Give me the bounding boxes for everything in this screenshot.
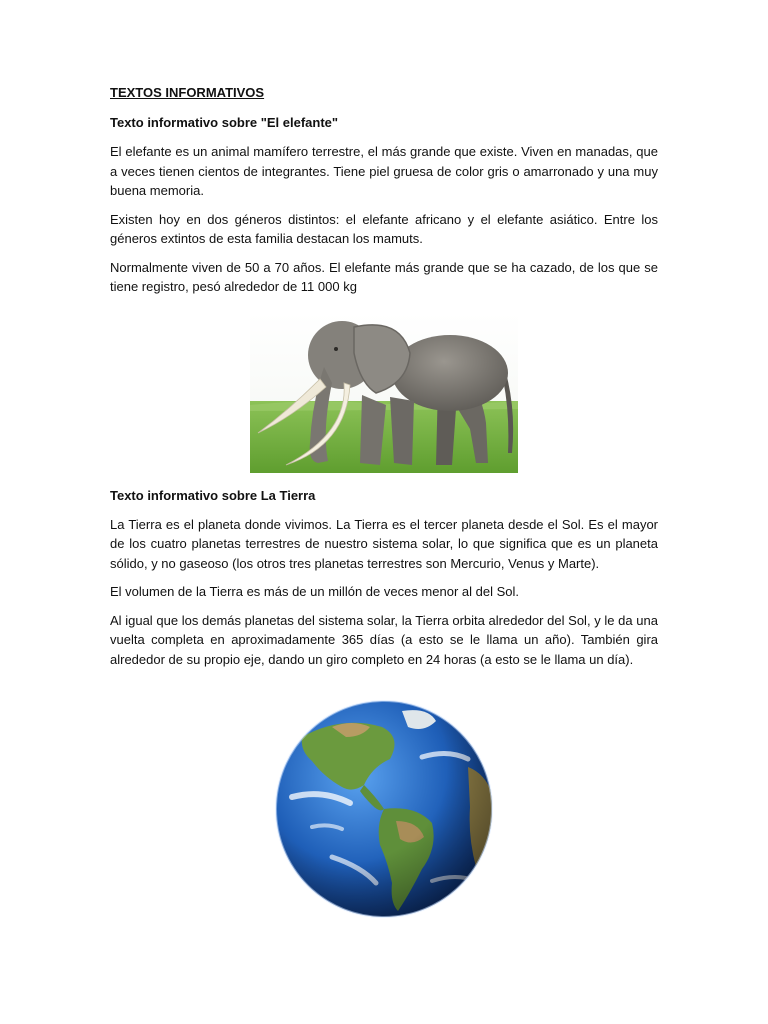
document-title: TEXTOS INFORMATIVOS	[110, 85, 265, 100]
elephant-photo-icon	[250, 313, 518, 473]
elephant-paragraph-1: El elefante es un animal mamífero terrestre, el más grande que existe. Viven en manadas, que a veces tienen cientos de integrantes. Tiene piel gruesa de color gris o amarronado y una muy buena memoria.	[110, 144, 658, 198]
elephant-figure	[110, 313, 658, 473]
elephant-paragraph-2: Existen hoy en dos géneros distintos: el elefante africano y el elefante asiático. Entre los géneros extintos de esta familia destacan los mamuts.	[110, 211, 658, 246]
earth-heading: Texto informativo sobre La Tierra	[110, 487, 316, 503]
elephant-paragraph-3: Normalmente viven de 50 a 70 años. El elefante más grande que se ha cazado, de los que se tiene registro, pesó alrededor de 11 000 kg	[110, 259, 658, 294]
elephant-section	[110, 114, 658, 473]
earth-paragraph-2: El volumen de la Tierra es más de un millón de veces menor al del Sol.	[110, 584, 519, 599]
earth-paragraph-1: La Tierra es el planeta donde vivimos. La Tierra es el tercer planeta desde el Sol. Es el mayor de los cuatro planetas terrestres de nuestro sistema solar, lo que significa que es un planeta sólido, y no gaseoso (los otros tres planetas terrestres son Mercurio, Venus y Marte).	[110, 516, 658, 571]
earth-globe-photo-icon	[272, 697, 496, 921]
earth-figure	[110, 697, 658, 921]
earth-paragraph-3: Al igual que los demás planetas del sistema solar, la Tierra orbita alrededor del Sol, y le da una vuelta completa en aproximadamente 365 días (a esto se le llama un año). También gira alrededor de su propio eje, dando un giro completo en 24 horas (a esto se le llama un día).	[110, 612, 658, 667]
elephant-heading: Texto informativo sobre "El elefante"	[110, 115, 339, 130]
earth-section	[110, 487, 658, 922]
